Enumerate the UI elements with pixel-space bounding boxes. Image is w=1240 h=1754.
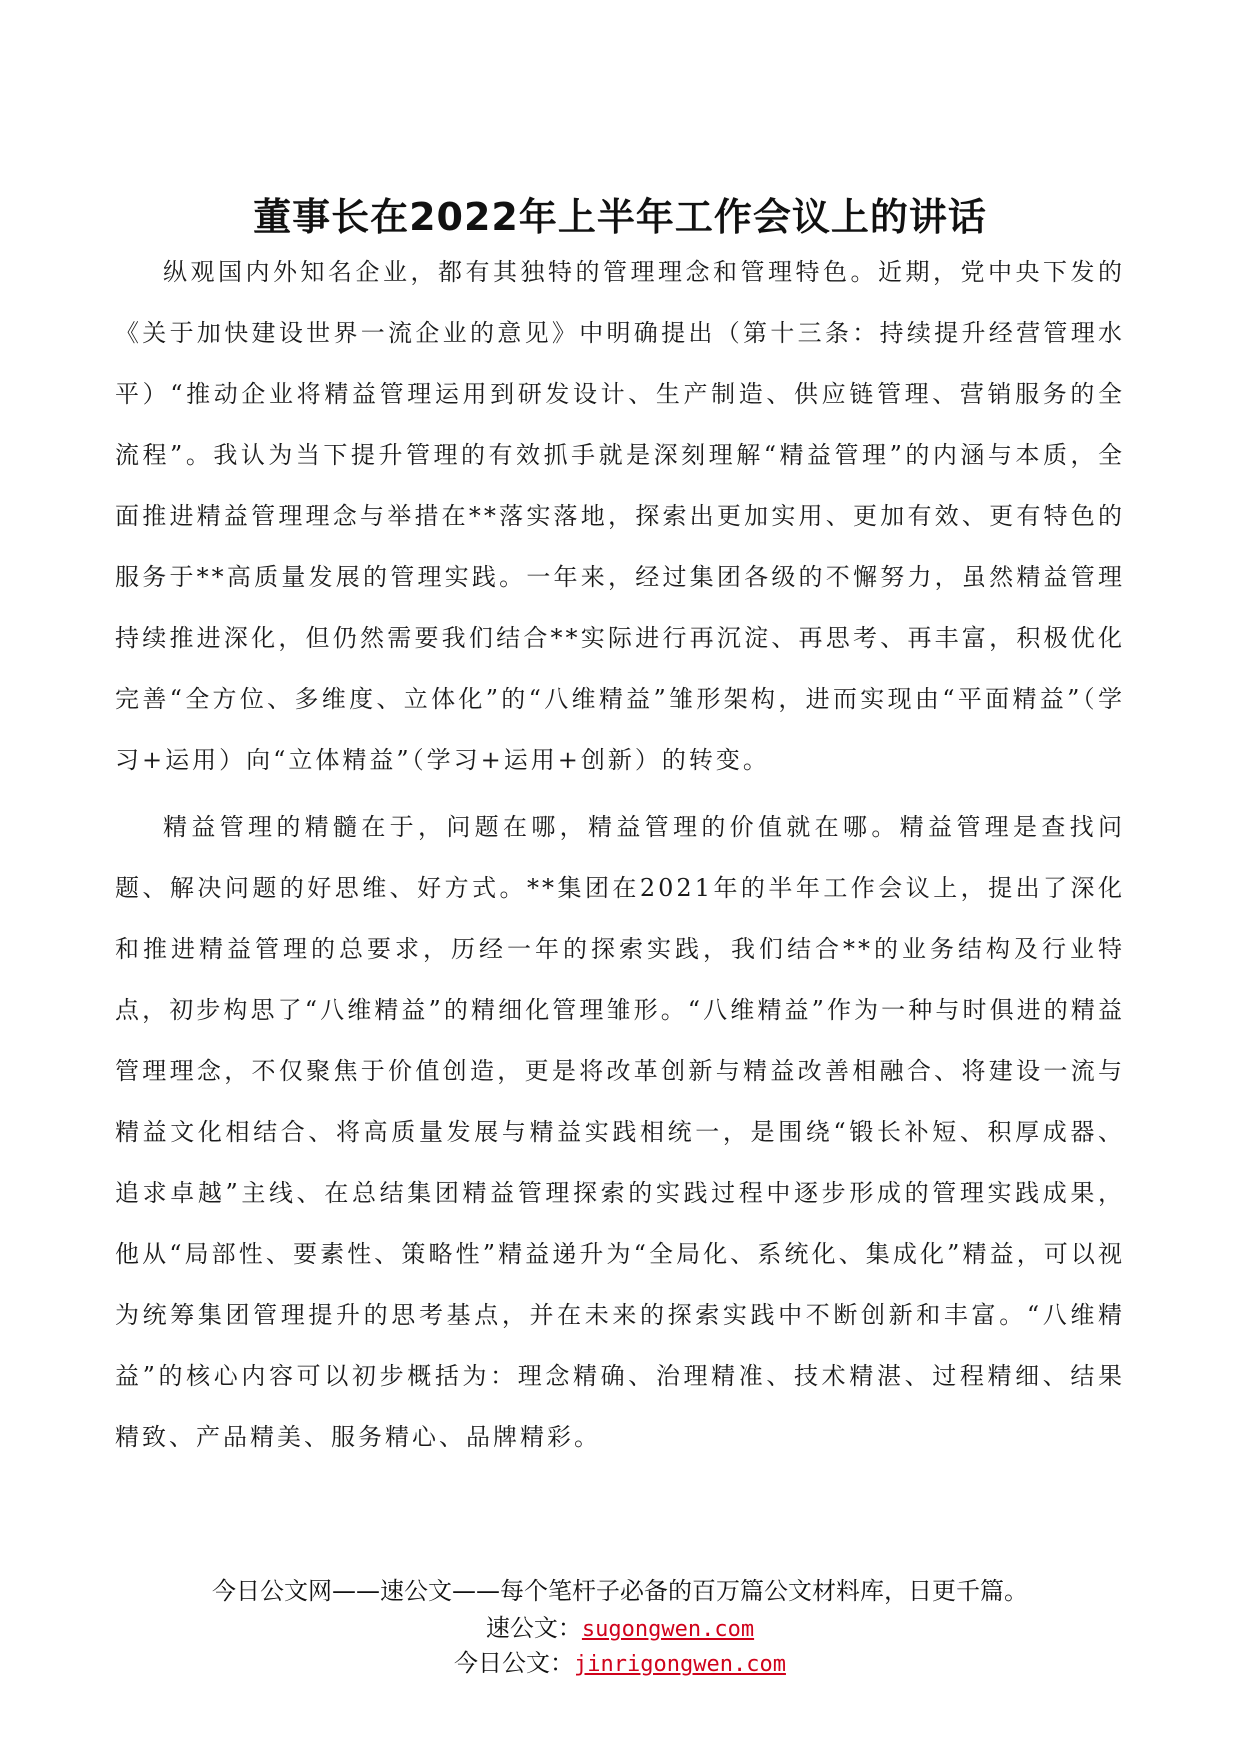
document-title: 董事长在2022年上半年工作会议上的讲话: [253, 195, 987, 239]
footer-link-jinrigongwen: [0, 1646, 1240, 1682]
footer-tagline: 今日公文网——速公文——每个笔杆子必备的百万篇公文材料库，日更千篇。: [212, 1577, 1028, 1605]
footer-link2-label: 今日公文：: [454, 1649, 575, 1677]
jinrigongwen-link[interactable]: jinrigongwen.com: [574, 1652, 786, 1677]
footer-link1-label: 速公文：: [485, 1614, 582, 1642]
sugongwen-link[interactable]: sugongwen.com: [581, 1617, 755, 1642]
body-paragraph-1: 纵观国内外知名企业，都有其独特的管理理念和管理特色。近期，党中央下发的《关于加快建设世界一流企业的意见》中明确提出（第十三条：持续提升经营管理水平）“推动企业将精益管理运用到研发设计、生产制造、供应链管理、营销服务的全流程”。我认为当下提升管理的有效抓手就是深刻理解“精益管理”的内涵与本质，全面推进精益管理理念与举措在**落实落地，探索出更加实用、更加有效、更有特色的服务于**高质量发展的管理实践。一年来，经过集团各级的不懈努力，虽然精益管理持续推进深化，但仍然需要我们结合**实际进行再沉淀、再思考、再丰富，积极优化完善“全方位、多维度、立体化”的“八维精益”雏形架构，进而实现由“平面精益”（学习+运用）向“立体精益”（学习+运用+创新）的转变。: [115, 258, 1125, 774]
body-paragraph-2: 精益管理的精髓在于，问题在哪，精益管理的价值就在哪。精益管理是查找问题、解决问题的好思维、好方式。**集团在2021年的半年工作会议上，提出了深化和推进精益管理的总要求，历经一年的探索实践，我们结合**的业务结构及行业特点，初步构思了“八维精益”的精细化管理雏形。“八维精益”作为一种与时俱进的精益管理理念，不仅聚焦于价值创造，更是将改革创新与精益改善相融合、将建设一流与精益文化相结合、将高质量发展与精益实践相统一，是围绕“锻长补短、积厚成器、追求卓越”主线、在总结集团精益管理探索的实践过程中逐步形成的管理实践成果，他从“局部性、要素性、策略性”精益递升为“全局化、系统化、集成化”精益，可以视为统筹集团管理提升的思考基点，并在未来的探索实践中不断创新和丰富。“八维精益”的核心内容可以初步概括为：理念精确、治理精准、技术精湛、过程精细、结果精致、产品精美、服务精心、品牌精彩。: [115, 813, 1125, 1451]
footer-link-sugongwen: [0, 1611, 1240, 1647]
